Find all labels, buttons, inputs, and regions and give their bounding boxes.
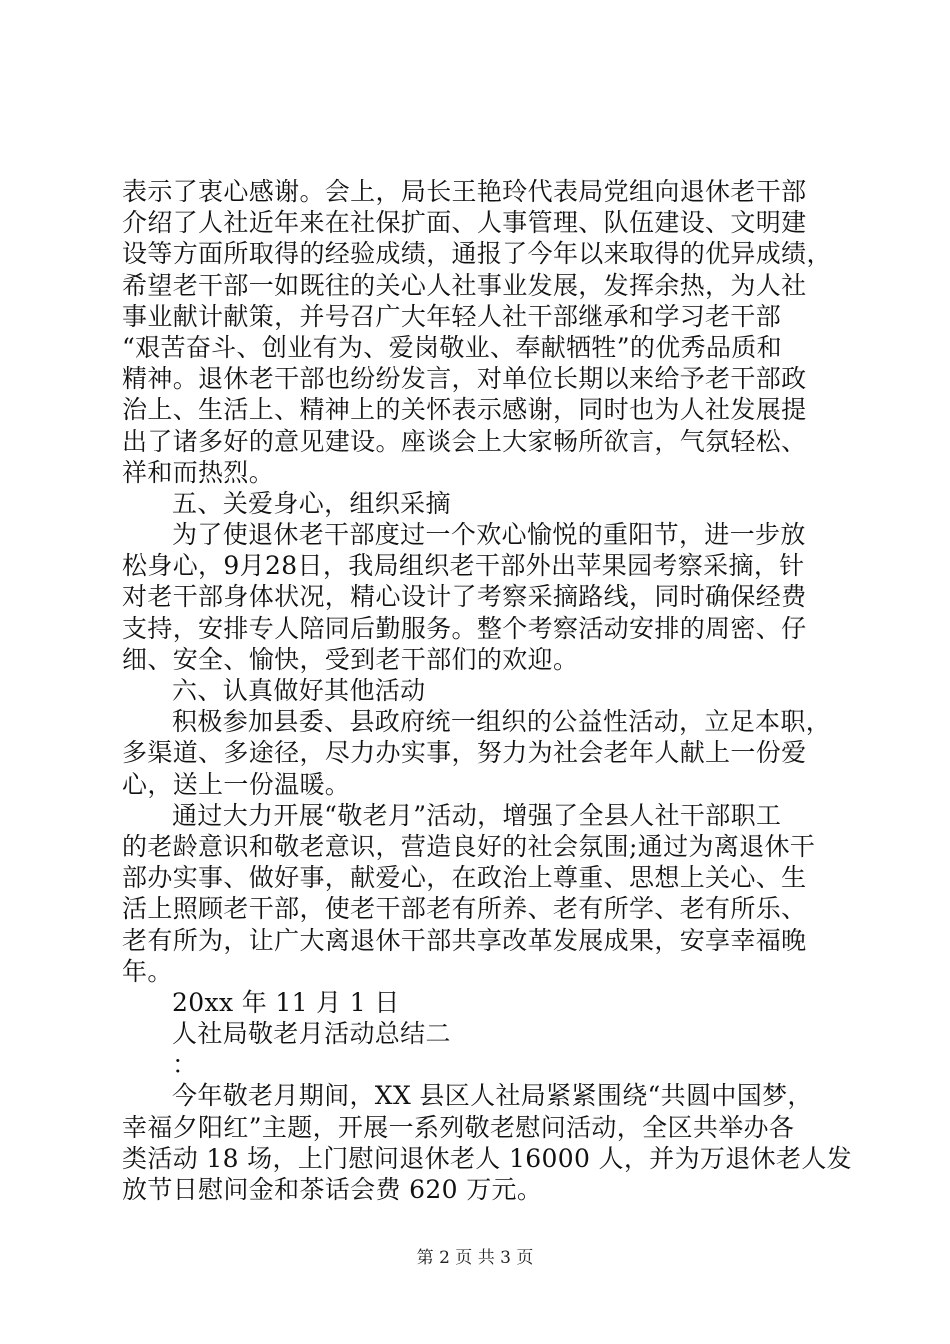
text-line: 希望老干部一如既往的关心人社事业发展，发挥余热，为人社 — [122, 270, 807, 300]
page-footer: 第 2 页 共 3 页 — [416, 1248, 534, 1268]
text-line: 积极参加县委、县政府统一组织的公益性活动，立足本职， — [172, 707, 832, 737]
text-line: 通过大力开展“敬老月”活动，增强了全县人社干部职工 — [172, 800, 782, 830]
text-line: 活上照顾老干部，使老干部老有所养、老有所学、老有所乐、 — [122, 894, 807, 924]
text-line: 设等方面所取得的经验成绩，通报了今年以来取得的优异成绩， — [122, 239, 832, 269]
text-line: 事业献计献策，并号召广大年轻人社干部继承和学习老干部 — [122, 301, 782, 331]
text-line: 细、安全、愉快，受到老干部们的欢迎。 — [122, 644, 579, 674]
document-body — [122, 176, 853, 1205]
text-line: 五、关爱身心，组织采摘 — [172, 488, 451, 518]
text-line: 表示了衷心感谢。会上，局长王艳玲代表局党组向退休老干部 — [122, 177, 807, 206]
text-line: 20xx 年 11 月 1 日 — [172, 987, 400, 1017]
text-line: 六、认真做好其他活动 — [172, 676, 426, 705]
text-line: 祥和而热烈。 — [122, 457, 275, 487]
text-line: 精神。退休老干部也纷纷发言，对单位长期以来给予老干部政 — [122, 364, 807, 394]
text-line: 介绍了人社近年来在社保扩面、人事管理、队伍建设、文明建 — [122, 208, 807, 238]
text-line: 老有所为，让广大离退休干部共享改革发展成果，安享幸福晚 — [122, 925, 807, 955]
text-line: 部办实事、做好事，献爱心，在政治上尊重、思想上关心、生 — [122, 863, 807, 893]
text-line: 治上、生活上、精神上的关怀表示感谢，同时也为人社发展提 — [122, 395, 807, 425]
text-line: 人社局敬老月活动总结二 — [172, 1019, 451, 1049]
text-line: 支持，安排专人陪同后勤服务。整个考察活动安排的周密、仔 — [122, 613, 807, 643]
text-line: “艰苦奋斗、创业有为、爱岗敬业、奉献牺牲”的优秀品质和 — [122, 332, 783, 362]
text-line: 今年敬老月期间，XX 县区人社局紧紧围绕“共圆中国梦， — [172, 1081, 813, 1111]
text-line: ： — [172, 1050, 198, 1080]
text-line: 对老干部身体状况，精心设计了考察采摘路线，同时确保经费 — [122, 582, 807, 612]
text-line: 出了诸多好的意见建设。座谈会上大家畅所欲言，气氛轻松、 — [122, 426, 807, 456]
text-line: 为了使退休老干部度过一个欢心愉悦的重阳节，进一步放 — [172, 520, 806, 550]
text-line: 类活动 18 场，上门慰问退休老人 16000 人，并为万退休老人发 — [122, 1143, 853, 1173]
text-line: 多渠道、多途径，尽力办实事，努力为社会老年人献上一份爱 — [122, 738, 807, 768]
text-line: 放节日慰问金和茶话会费 620 万元。 — [122, 1175, 543, 1204]
text-line: 年。 — [122, 956, 173, 986]
text-line: 松身心，9月28日，我局组织老干部外出苹果园考察采摘，针 — [122, 551, 805, 581]
text-line: 幸福夕阳红”主题，开展一系列敬老慰问活动，全区共举办各 — [122, 1112, 795, 1142]
text-line: 的老龄意识和敬老意识，营造良好的社会氛围;通过为离退休干 — [122, 831, 816, 861]
text-line: 心，送上一份温暖。 — [122, 769, 351, 799]
